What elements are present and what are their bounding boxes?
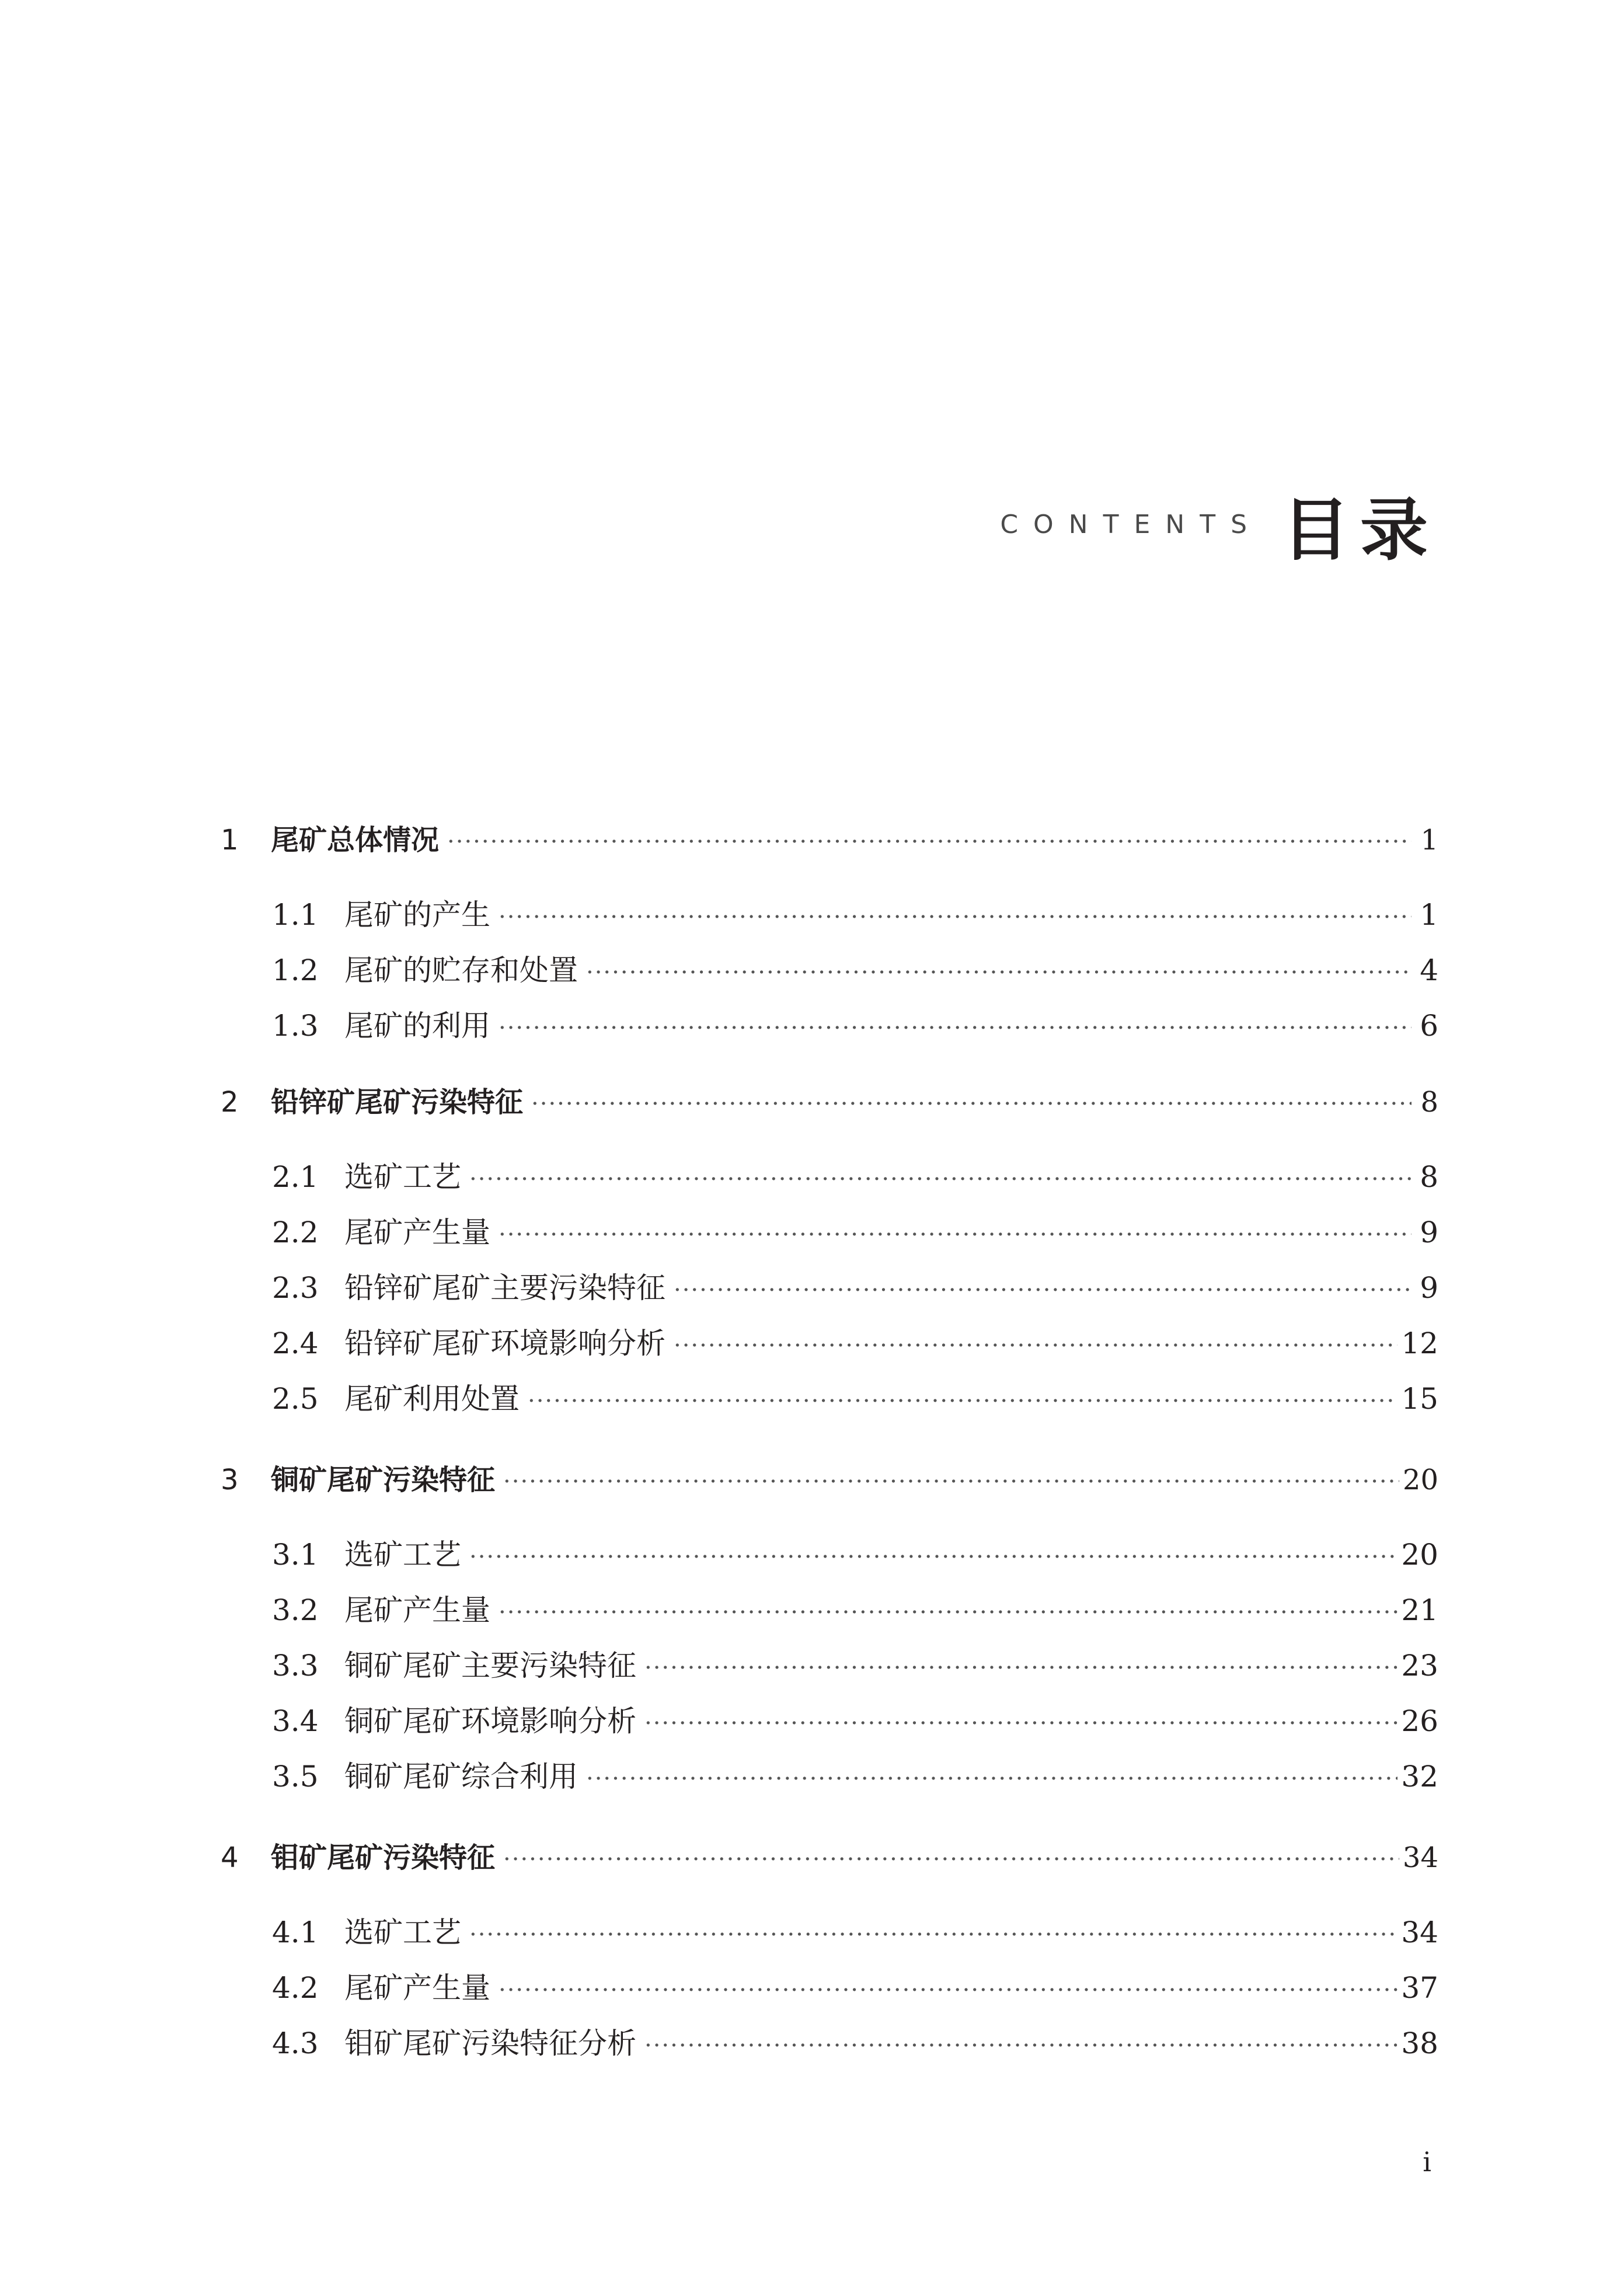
dot-leader [644, 2032, 1398, 2059]
dot-leader [503, 1846, 1399, 1873]
toc-number: 1.3 [272, 1009, 319, 1043]
toc-title: 尾矿总体情况 [271, 824, 440, 856]
toc-title: 铜矿尾矿环境影响分析 [344, 1704, 636, 1738]
toc-section-entry[interactable] [272, 1265, 1438, 1307]
toc-section-entry[interactable] [272, 1002, 1438, 1044]
dot-leader [644, 1655, 1398, 1681]
toc-section-entry[interactable] [272, 891, 1438, 934]
toc-title: 尾矿利用处置 [344, 1382, 520, 1416]
toc-title: 铅锌矿尾矿主要污染特征 [344, 1271, 665, 1305]
toc-title: 铅锌矿尾矿污染特征 [271, 1086, 524, 1119]
toc-page-number: 1 [1420, 824, 1438, 856]
toc-page-number: 15 [1401, 1382, 1438, 1416]
toc-title: 选矿工艺 [344, 1916, 461, 1949]
toc-page-number: 21 [1401, 1593, 1438, 1627]
toc-section-entry[interactable] [272, 1753, 1438, 1795]
toc-number: 3.5 [272, 1760, 319, 1793]
title-chinese: 目录 [1282, 491, 1438, 570]
toc-page-number: 20 [1401, 1538, 1438, 1572]
dot-leader [469, 1544, 1398, 1570]
toc-chapter-entry[interactable] [221, 1835, 1438, 1875]
toc-title: 铅锌矿尾矿环境影响分析 [344, 1326, 665, 1360]
dot-leader [447, 828, 1412, 855]
page-folio: i [1423, 2146, 1431, 2178]
toc-number: 1 [221, 824, 239, 856]
toc-title: 选矿工艺 [344, 1160, 461, 1194]
toc-page-number: 34 [1402, 1841, 1438, 1874]
toc-number: 4.3 [272, 2026, 319, 2060]
toc-title: 铜矿尾矿综合利用 [344, 1760, 578, 1793]
toc-title: 钼矿尾矿污染特征 [271, 1841, 496, 1874]
toc-section-entry[interactable] [272, 1209, 1438, 1251]
toc-number: 4.2 [272, 1971, 319, 2005]
toc-section-entry[interactable] [272, 1587, 1438, 1629]
toc-page-number: 9 [1420, 1271, 1438, 1305]
toc-title: 钼矿尾矿污染特征分析 [344, 2026, 636, 2060]
toc-section-entry[interactable] [272, 1320, 1438, 1362]
toc-title: 尾矿产生量 [344, 1971, 490, 2005]
dot-leader [499, 904, 1412, 931]
toc-number: 3.1 [272, 1538, 319, 1572]
toc-page-number: 8 [1420, 1086, 1438, 1119]
dot-leader [674, 1277, 1412, 1304]
toc-number: 2.5 [272, 1382, 319, 1416]
toc-page-number: 26 [1401, 1704, 1438, 1738]
toc-number: 3 [221, 1464, 239, 1496]
toc-page-number: 1 [1420, 898, 1438, 932]
toc-page-number: 38 [1401, 2026, 1438, 2060]
toc-section-entry[interactable] [272, 2020, 1438, 2062]
toc-number: 2.2 [272, 1216, 319, 1249]
dot-leader [644, 1710, 1398, 1737]
dot-leader [499, 1015, 1412, 1042]
dot-leader [586, 959, 1412, 986]
toc-number: 2 [221, 1086, 239, 1119]
toc-number: 1.2 [272, 953, 319, 987]
toc-number: 3.3 [272, 1649, 319, 1683]
toc-title: 尾矿的利用 [344, 1009, 490, 1043]
toc-title: 尾矿的产生 [344, 898, 490, 932]
toc-section-entry[interactable] [272, 1375, 1438, 1418]
toc-page-number: 34 [1401, 1916, 1438, 1949]
dot-leader [503, 1468, 1399, 1495]
page-title [1000, 476, 1438, 573]
dot-leader [469, 1166, 1412, 1193]
dot-leader [499, 1221, 1412, 1248]
toc-section-entry[interactable] [272, 1154, 1438, 1196]
toc-page-number: 4 [1420, 953, 1438, 987]
toc-title: 铜矿尾矿污染特征 [271, 1464, 496, 1496]
title-english: CONTENTS [1000, 510, 1262, 539]
toc-section-entry[interactable] [272, 1531, 1438, 1573]
toc-page-number: 32 [1401, 1760, 1438, 1793]
dot-leader [499, 1977, 1398, 2004]
toc-chapter-entry[interactable] [221, 1457, 1438, 1498]
dot-leader [528, 1388, 1398, 1415]
toc-chapter-entry[interactable] [221, 1079, 1438, 1120]
toc-section-entry[interactable] [272, 1909, 1438, 1951]
toc-page-number: 8 [1420, 1160, 1438, 1194]
toc-number: 4 [221, 1841, 239, 1874]
toc-number: 2.4 [272, 1326, 319, 1360]
toc-number: 2.3 [272, 1271, 319, 1305]
toc-section-entry[interactable] [272, 947, 1438, 989]
dot-leader [531, 1091, 1412, 1117]
toc-section-entry[interactable] [272, 1698, 1438, 1740]
toc-chapter-entry[interactable] [221, 817, 1438, 858]
toc-page-number: 37 [1401, 1971, 1438, 2005]
toc-page-number: 20 [1402, 1464, 1438, 1496]
toc-number: 3.2 [272, 1593, 319, 1627]
toc-title: 选矿工艺 [344, 1538, 461, 1572]
toc-page-number: 6 [1420, 1009, 1438, 1043]
dot-leader [586, 1765, 1398, 1792]
toc-section-entry[interactable] [272, 1965, 1438, 2007]
toc-page-number: 12 [1401, 1326, 1438, 1360]
toc-title: 尾矿的贮存和处置 [344, 953, 578, 987]
toc-number: 4.1 [272, 1916, 319, 1949]
toc-number: 2.1 [272, 1160, 319, 1194]
toc-number: 1.1 [272, 898, 319, 932]
toc-title: 尾矿产生量 [344, 1593, 490, 1627]
toc-title: 尾矿产生量 [344, 1216, 490, 1249]
dot-leader [674, 1332, 1398, 1359]
toc-number: 3.4 [272, 1704, 319, 1738]
toc-page-number: 9 [1420, 1216, 1438, 1249]
dot-leader [499, 1599, 1398, 1626]
toc-section-entry[interactable] [272, 1642, 1438, 1684]
toc-page-number: 23 [1401, 1649, 1438, 1683]
dot-leader [469, 1921, 1398, 1948]
toc-title: 铜矿尾矿主要污染特征 [344, 1649, 636, 1683]
